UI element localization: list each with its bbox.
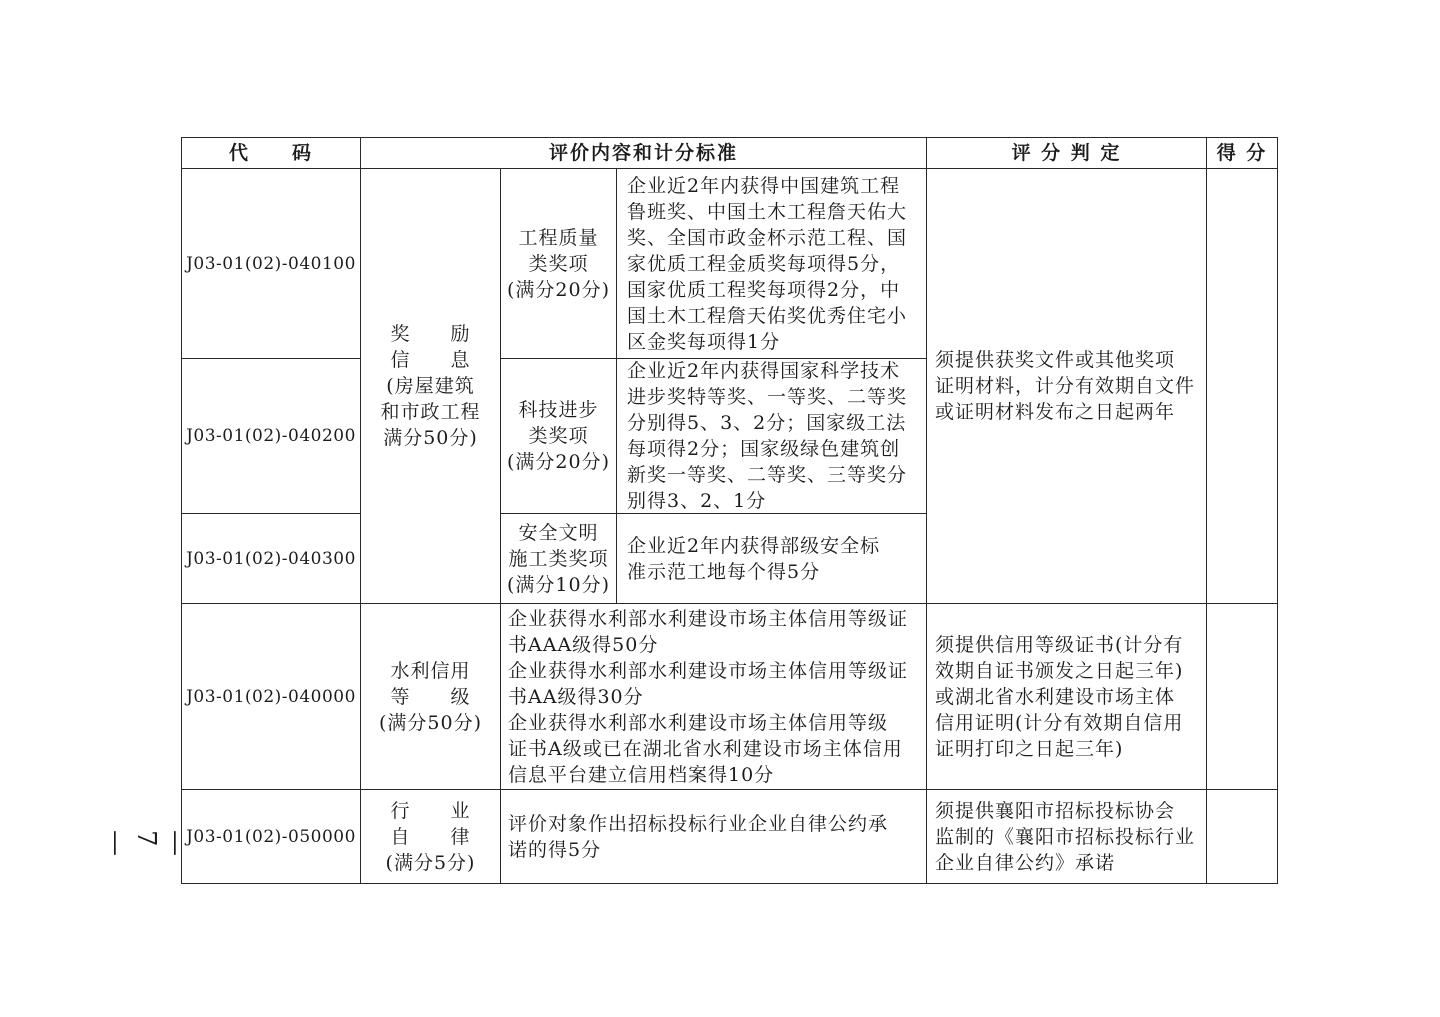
subcategory-line: 类奖项	[528, 252, 589, 275]
judgement-cell	[935, 790, 1206, 883]
subcategory-cell	[501, 169, 616, 358]
table-border-bottom	[181, 883, 1277, 884]
category-line: 和市政工程	[380, 401, 481, 423]
column-line	[616, 168, 617, 604]
category-line: 自 律	[390, 825, 471, 848]
criteria-line: 每项得2分；国家级绿色建筑创	[627, 438, 901, 460]
judgement-line: 监制的《襄阳市招标投标行业	[935, 825, 1196, 848]
judgement-line: 效期自证书颁发之日起三年)	[935, 659, 1184, 682]
category-line: 满分50分)	[383, 427, 478, 449]
code-value: J03-01(02)-050000	[186, 826, 356, 847]
criteria-line: 国家优质工程奖每项得2分，中	[627, 278, 901, 301]
judgement-line: 信用证明(计分有效期自信用	[935, 711, 1184, 734]
subcategory-line: 安全文明	[518, 521, 599, 544]
criteria-line: 奖、全国市政金杯示范工程、国	[627, 226, 908, 249]
criteria-line: 准示范工地每个得5分	[627, 560, 821, 583]
judgement-line: 或湖北省水利建设市场主体	[935, 685, 1176, 708]
column-line	[1206, 137, 1207, 884]
header-content	[361, 138, 926, 168]
table-border-right	[1277, 137, 1278, 884]
judgement-line: 或证明材料发布之日起两年	[935, 401, 1176, 423]
criteria-line: 区金奖每项得1分	[627, 330, 781, 353]
criteria-cell	[627, 359, 926, 513]
criteria-cell	[627, 514, 926, 603]
judgement-line: 证明打印之日起三年)	[935, 737, 1124, 760]
subcategory-line: 类奖项	[528, 425, 589, 447]
judgement-line: 须提供襄阳市招标投标协会	[935, 799, 1176, 822]
criteria-line: 企业近2年内获得国家科学技术	[627, 360, 901, 382]
judgement-cell	[935, 604, 1206, 789]
header-code	[182, 138, 360, 168]
judgement-line: 企业自律公约》承诺	[935, 851, 1116, 874]
criteria-line: 信息平台建立信用档案得10分	[508, 763, 775, 786]
award-judgement-cell	[935, 169, 1206, 603]
page-number: —7—	[101, 830, 191, 856]
column-line	[926, 137, 927, 884]
criteria-line: 企业获得水利部水利建设市场主体信用等级	[508, 711, 889, 734]
category-line: 等 级	[390, 685, 471, 708]
judgement-line: 须提供获奖文件或其他奖项	[935, 349, 1176, 371]
criteria-line: 企业近2年内获得部级安全标	[627, 534, 881, 557]
criteria-cell	[508, 790, 926, 883]
criteria-line: 进步奖特等奖、一等奖、二等奖	[627, 386, 908, 408]
code-value: J03-01(02)-040100	[186, 253, 356, 274]
subcategory-line: (满分20分)	[506, 278, 610, 301]
row-code	[182, 790, 360, 883]
code-value: J03-01(02)-040200	[186, 426, 356, 446]
code-value: J03-01(02)-040000	[186, 686, 356, 707]
subcategory-line: 科技进步	[518, 399, 599, 421]
header-judgement-label: 评 分 判 定	[1011, 142, 1122, 164]
criteria-line: 新奖一等奖、二等奖、三等奖分	[627, 464, 908, 486]
criteria-cell	[508, 604, 926, 789]
category-line: 行 业	[390, 799, 471, 822]
subcategory-line: 施工类奖项	[508, 547, 609, 570]
header-judgement	[927, 138, 1206, 168]
criteria-line: 分别得5、3、2分；国家级工法	[627, 412, 907, 434]
code-value: J03-01(02)-040300	[186, 548, 356, 569]
criteria-line: 诺的得5分	[508, 838, 602, 861]
criteria-line: 企业近2年内获得中国建筑工程	[627, 174, 901, 197]
subcategory-cell	[501, 359, 616, 513]
criteria-line: 企业获得水利部水利建设市场主体信用等级证	[508, 607, 909, 630]
judgement-line: 证明材料，计分有效期自文件	[935, 375, 1196, 397]
category-line: (满分5分)	[385, 851, 476, 874]
category-cell	[361, 604, 500, 789]
row-code	[182, 359, 360, 513]
header-score-label: 得 分	[1216, 142, 1268, 164]
criteria-line: 评价对象作出招标投标行业企业自律公约承	[508, 812, 889, 835]
criteria-line: 证书A级或已在湖北省水利建设市场主体信用	[508, 737, 903, 760]
criteria-line: 鲁班奖、中国土木工程詹天佑大	[627, 200, 908, 223]
category-cell	[361, 790, 500, 883]
award-category-cell	[361, 169, 500, 603]
criteria-cell	[627, 169, 926, 358]
category-line: (满分50分)	[378, 711, 482, 734]
header-code-label: 代 码	[228, 142, 313, 164]
row-code	[182, 514, 360, 603]
criteria-line: 别得3、2、1分	[627, 490, 767, 512]
category-line: 奖 励	[390, 323, 471, 345]
header-score	[1207, 138, 1277, 168]
category-line: 信 息	[390, 349, 471, 371]
header-content-label: 评价内容和计分标准	[548, 142, 738, 164]
criteria-line: 企业获得水利部水利建设市场主体信用等级证	[508, 659, 909, 682]
criteria-line: 国土木工程詹天佑奖优秀住宅小	[627, 304, 908, 327]
category-line: 水利信用	[390, 659, 471, 682]
row-code	[182, 169, 360, 358]
subcategory-line: 工程质量	[518, 226, 599, 249]
subcategory-line: (满分20分)	[506, 451, 610, 473]
row-code	[182, 604, 360, 789]
category-line: (房屋建筑	[386, 375, 475, 397]
criteria-line: 书AA级得30分	[508, 685, 644, 708]
criteria-line: 家优质工程金质奖每项得5分，	[627, 252, 901, 275]
criteria-line: 书AAA级得50分	[508, 633, 659, 656]
judgement-line: 须提供信用等级证书(计分有	[935, 633, 1184, 656]
subcategory-line: (满分10分)	[506, 573, 610, 596]
subcategory-cell	[501, 514, 616, 603]
